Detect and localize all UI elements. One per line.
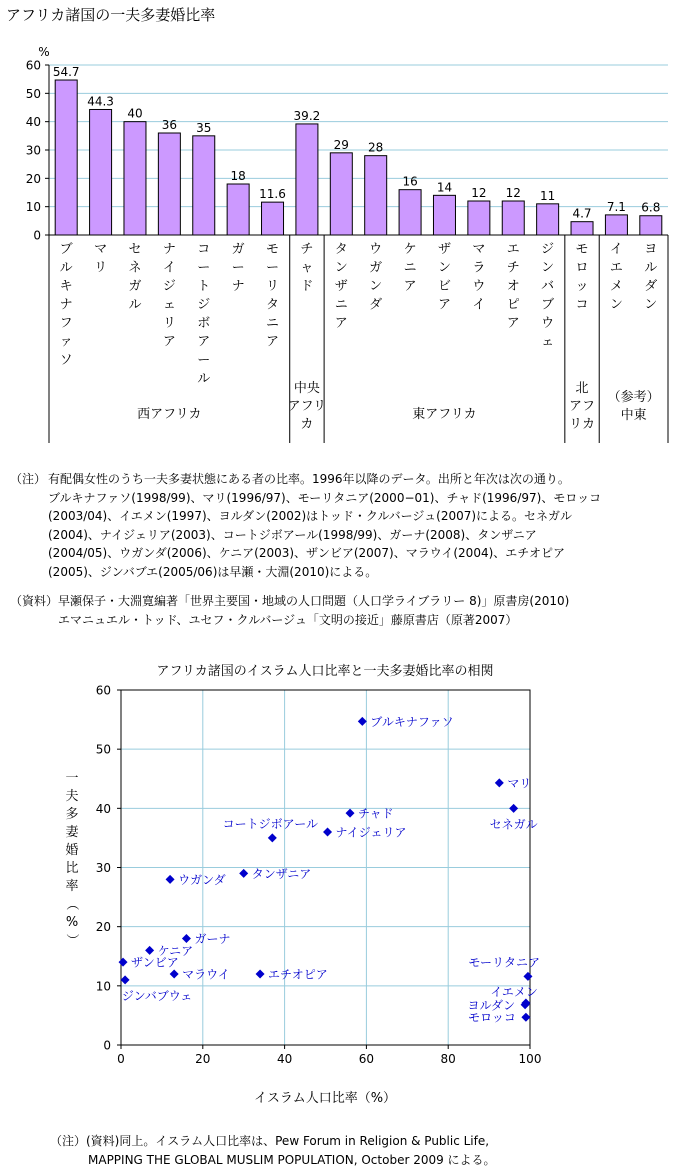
bar <box>571 222 593 235</box>
category-label-char: コ <box>197 242 211 257</box>
category-label-char: ニ <box>403 260 417 276</box>
y-axis-title-char: 婚 <box>65 843 79 858</box>
category-label <box>335 242 348 331</box>
y-tick-label: 50 <box>95 742 111 757</box>
category-label <box>472 242 485 313</box>
group-label: 中東 <box>620 408 647 423</box>
bar-value-label: 6.8 <box>641 200 661 215</box>
category-label-char: ブ <box>541 297 555 313</box>
category-label-char: ア <box>437 297 451 313</box>
category-label-char: チ <box>300 242 314 257</box>
category-label <box>644 242 657 313</box>
y-axis-title-char: ） <box>64 933 79 947</box>
category-label-char: ネ <box>128 260 142 276</box>
point-label: モーリタニア <box>468 955 540 970</box>
category-label-char: ア <box>197 334 211 350</box>
category-label-char: メ <box>609 279 623 294</box>
category-label-char: タ <box>334 242 348 257</box>
category-label <box>232 242 245 294</box>
bar <box>433 195 455 235</box>
y-tick-label: 20 <box>25 171 41 186</box>
category-label-char: ガ <box>231 242 245 257</box>
note-1-block <box>48 470 601 581</box>
category-label-char: ニ <box>334 297 348 313</box>
category-label-char: ウ <box>472 279 486 294</box>
scatter-point <box>346 809 355 818</box>
x-tick-label: 80 <box>440 1052 456 1066</box>
point-label: ヨルダン <box>467 998 516 1013</box>
category-label <box>128 242 141 313</box>
x-tick-label: 0 <box>117 1052 125 1066</box>
category-label-char: ビ <box>437 279 451 294</box>
bar <box>640 216 662 235</box>
category-label-char: ナ <box>162 242 176 257</box>
scatter-point <box>323 828 332 837</box>
note-2-line: MAPPING THE GLOBAL MUSLIM POPULATION, October 2009 による。 <box>88 1152 496 1167</box>
category-label <box>610 242 623 313</box>
y-tick-label: 40 <box>95 801 111 816</box>
category-label-char: ン <box>369 279 383 294</box>
category-label-char: ル <box>128 297 142 313</box>
y-tick-label: 10 <box>95 979 111 994</box>
point-label: モロッコ <box>468 1010 516 1025</box>
bar <box>227 184 249 235</box>
point-label: チャド <box>358 806 394 821</box>
category-label-char: ブ <box>59 242 73 257</box>
category-label-char: ァ <box>59 334 73 350</box>
category-label-char: ー <box>266 260 280 276</box>
y-axis-title-char: （ <box>64 897 79 911</box>
category-label-char: リ <box>162 316 176 331</box>
category-label-char: ェ <box>162 297 176 313</box>
category-label-char: ア <box>403 279 417 294</box>
bar-value-label: 12 <box>471 186 487 200</box>
category-label-char: ャ <box>300 260 314 276</box>
point-label: マラウイ <box>182 967 230 982</box>
bar-chart <box>0 40 685 450</box>
category-label-char: ー <box>197 353 211 368</box>
y-axis-title-char: 夫 <box>65 789 79 804</box>
group-label: アフ <box>569 399 596 414</box>
category-label-char: ン <box>334 260 348 276</box>
category-label-char: ン <box>644 297 658 313</box>
y-axis-unit: % <box>38 45 50 59</box>
bar-value-label: 36 <box>161 118 178 132</box>
category-label-char: ン <box>437 260 451 276</box>
x-axis-title: イスラム人口比率（%） <box>253 1091 397 1106</box>
category-label-char: マ <box>94 242 108 257</box>
bar <box>605 215 627 235</box>
bar <box>124 122 146 235</box>
bar-value-label: 4.7 <box>572 206 592 221</box>
category-label <box>438 242 451 313</box>
bar <box>262 202 284 235</box>
category-label-char: ジ <box>197 297 211 313</box>
y-tick-label: 20 <box>95 920 111 935</box>
note-1-line: (2003/04)、イエメン(1997)、ヨルダン(2002)はトッド・クルバージュ(2007)による。セネガル <box>48 509 573 523</box>
bar-value-label: 44.3 <box>87 94 114 109</box>
y-axis-title-char: 比 <box>65 861 79 876</box>
category-label-char: ザ <box>437 242 451 257</box>
category-label-char: ナ <box>231 279 245 294</box>
source-line: エマニュエル・トッド、ユセフ・クルバージュ「文明の接近」藤原書店（原著2007） <box>58 612 518 627</box>
bar-value-label: 11.6 <box>259 187 286 202</box>
bar-value-label: 29 <box>333 137 349 152</box>
group-label: 中央 <box>293 381 320 396</box>
bar-value-label: 12 <box>505 186 521 200</box>
category-label-char: モ <box>575 242 589 257</box>
bar <box>55 80 77 235</box>
category-label-char: ル <box>197 371 211 387</box>
point-label: ブルキナファソ <box>370 714 454 729</box>
scatter-point <box>121 975 130 984</box>
note-2-line: （注）(資料)同上。イスラム人口比率は、Pew Forum in Religion & Public Life, <box>50 1134 490 1148</box>
scatter-point <box>358 717 367 726</box>
category-label-char: ナ <box>59 297 73 313</box>
category-label-char: ジ <box>541 242 555 257</box>
source-line: 早瀬保子・大淵寛編著「世界主要国・地域の人口問題（人口学ライブラリー 8)」原書房(2010) <box>58 594 570 608</box>
point-label: ガーナ <box>194 932 231 946</box>
scatter-point <box>523 972 532 981</box>
scatter-title: アフリカ諸国のイスラム人口比率と一夫多妻婚比率の相関 <box>156 664 494 679</box>
category-label-char: ダ <box>644 279 658 294</box>
point-label: ザンビア <box>131 955 179 970</box>
category-label-char: セ <box>128 242 142 257</box>
bar-value-label: 54.7 <box>52 65 80 80</box>
category-label <box>163 242 176 350</box>
scatter-point <box>170 970 179 979</box>
x-tick-label: 20 <box>195 1052 211 1066</box>
note-1-line: (2004/05)、ウガンダ(2006)、ケニア(2003)、ザンビア(2007)、マラウイ(2004)、エチオピア <box>48 546 566 560</box>
category-label-char: マ <box>472 242 486 257</box>
y-tick-label: 40 <box>25 115 41 130</box>
scatter-point <box>119 958 128 967</box>
category-label <box>404 242 417 294</box>
category-label-char: ダ <box>369 297 383 313</box>
category-label-char: リ <box>94 260 108 276</box>
category-label <box>197 242 210 387</box>
category-label-char: ラ <box>472 260 486 276</box>
bar-value-label: 18 <box>230 169 246 183</box>
x-tick-label: 40 <box>276 1052 293 1066</box>
category-label-char: ン <box>609 297 623 313</box>
bar-value-label: 14 <box>436 180 453 195</box>
category-label-char: イ <box>609 242 623 257</box>
bar <box>330 153 352 235</box>
category-label-char: ガ <box>128 279 142 294</box>
scatter-point <box>509 804 518 813</box>
bar <box>365 156 387 235</box>
y-tick-label: 30 <box>95 861 111 875</box>
scatter-point <box>495 778 504 787</box>
note-1-line: (2004)、ナイジェリア(2003)、コートジボアール(1998/99)、ガーナ(2008)、タンザニア <box>48 527 537 542</box>
bar-value-label: 40 <box>127 106 143 121</box>
scatter-point <box>239 869 248 878</box>
category-label-char: ウ <box>541 316 555 331</box>
bar-value-label: 35 <box>196 120 212 135</box>
category-label <box>60 242 73 368</box>
point-label: マリ <box>507 776 532 791</box>
source-block <box>58 592 569 629</box>
y-tick-label: 0 <box>103 1038 111 1053</box>
group-label: 東アフリカ <box>412 407 477 422</box>
category-label-char: イ <box>472 297 486 313</box>
category-label-char: ル <box>644 260 658 276</box>
category-label-char: ル <box>59 260 73 276</box>
category-label-char: バ <box>541 279 555 294</box>
category-label <box>369 242 382 313</box>
bar-value-label: 28 <box>368 140 384 155</box>
category-label-char: ニ <box>266 316 280 331</box>
category-label-char: ヨ <box>644 242 658 257</box>
y-tick-label: 50 <box>25 86 41 101</box>
category-label <box>507 242 520 331</box>
category-label-char: フ <box>59 316 73 331</box>
point-label: ナイジェリア <box>335 825 407 840</box>
category-label-char: ア <box>334 316 348 331</box>
bar <box>468 201 490 235</box>
category-label-char: エ <box>506 242 520 257</box>
note-2-block <box>50 1132 496 1169</box>
category-label-char: ー <box>231 260 245 276</box>
point-label: セネガル <box>489 817 538 832</box>
category-label-char: ピ <box>506 297 520 313</box>
group-label: アフリ <box>287 399 327 414</box>
note-1-line: (2005)、ジンバブエ(2005/06)は早瀬・大淵(2010)による。 <box>48 564 378 579</box>
category-label-char: ト <box>197 279 211 294</box>
point-label: コートジボアール <box>222 816 319 831</box>
category-label-char: ェ <box>541 334 555 350</box>
bar <box>90 109 112 235</box>
category-label-char: ケ <box>403 242 417 257</box>
bar-value-label: 11 <box>539 188 556 203</box>
scatter-point <box>521 1013 530 1022</box>
group-label: カ <box>300 417 314 432</box>
category-label-char: リ <box>266 279 280 294</box>
category-label-char: ウ <box>369 242 383 257</box>
note-1-line: 有配偶女性のうち一夫多妻状態にある者の比率。1996年以降のデータ。出所と年次は次の通り。 <box>48 472 570 486</box>
category-label-char: ボ <box>197 316 211 331</box>
group-label: リカ <box>569 417 595 432</box>
category-label-char: ア <box>506 316 520 331</box>
category-label <box>576 242 589 313</box>
point-label: イエメン <box>490 984 538 999</box>
category-label <box>300 242 313 294</box>
category-label-char: ロ <box>575 260 589 276</box>
y-tick-label: 60 <box>25 58 41 73</box>
scatter-point <box>166 875 175 884</box>
bar <box>399 190 421 235</box>
scatter-point <box>268 833 277 842</box>
group-label: 西アフリカ <box>137 407 202 422</box>
category-label-char: チ <box>506 260 520 276</box>
category-label-char: ッ <box>575 279 589 294</box>
source-label: （資料） <box>10 594 59 608</box>
y-tick-label: 30 <box>25 143 41 158</box>
point-label: タンザニア <box>251 866 312 881</box>
group-label: 北 <box>575 381 589 396</box>
category-label-char: ド <box>300 279 314 294</box>
category-label-char: ン <box>541 260 555 276</box>
category-label-char: コ <box>575 297 589 313</box>
category-label-char: ア <box>266 334 280 350</box>
category-label-char: ジ <box>162 279 176 294</box>
y-axis-title <box>64 771 79 947</box>
y-tick-label: 60 <box>95 683 111 698</box>
category-label-char: ザ <box>334 279 348 294</box>
category-label-char: エ <box>609 260 623 276</box>
bar-value-label: 16 <box>402 174 418 189</box>
y-tick-label: 0 <box>33 228 41 243</box>
point-label: ウガンダ <box>178 872 226 887</box>
note-1-label: （注） <box>10 472 47 486</box>
y-axis-title-char: 妻 <box>65 825 79 840</box>
category-label <box>94 242 107 276</box>
category-label-char: ガ <box>369 260 383 276</box>
y-axis-title-char: 率 <box>65 879 79 894</box>
y-tick-label: 10 <box>25 200 41 215</box>
bar <box>158 133 180 235</box>
page-title: アフリカ諸国の一夫多妻婚比率 <box>6 6 216 24</box>
category-label <box>266 242 279 350</box>
scatter-point <box>256 970 265 979</box>
category-label-char: ア <box>162 334 176 350</box>
category-label-char: タ <box>266 297 280 313</box>
x-tick-label: 60 <box>358 1052 375 1066</box>
point-label: ジンバブウェ <box>121 988 193 1003</box>
scatter-point <box>145 946 154 955</box>
point-label: エチオピア <box>268 967 328 982</box>
scatter-chart <box>0 650 685 1120</box>
y-axis-title-char: 一 <box>65 771 79 786</box>
bar <box>193 136 215 235</box>
scatter-point <box>182 934 191 943</box>
group-label: （参考） <box>607 390 660 405</box>
point-label: ケニア <box>157 943 194 958</box>
y-axis-title-char: % <box>65 915 79 930</box>
x-tick-label: 100 <box>518 1052 542 1066</box>
category-label <box>541 242 554 350</box>
category-label-char: ソ <box>59 353 73 368</box>
bar <box>296 124 318 235</box>
category-label-char: ー <box>197 260 211 276</box>
note-1-line: ブルキナファソ(1998/99)、マリ(1996/97)、モーリタニア(2000−01)、チャド(1996/97)、モロッコ <box>48 490 602 505</box>
y-axis-title-char: 多 <box>65 807 79 822</box>
category-label-char: イ <box>162 260 176 276</box>
bar-value-label: 7.1 <box>606 199 626 214</box>
category-label-char: モ <box>266 242 280 257</box>
bar <box>537 204 559 235</box>
category-label-char: オ <box>506 279 520 294</box>
category-label-char: キ <box>59 279 73 294</box>
bar <box>502 201 524 235</box>
bar-value-label: 39.2 <box>293 108 321 123</box>
